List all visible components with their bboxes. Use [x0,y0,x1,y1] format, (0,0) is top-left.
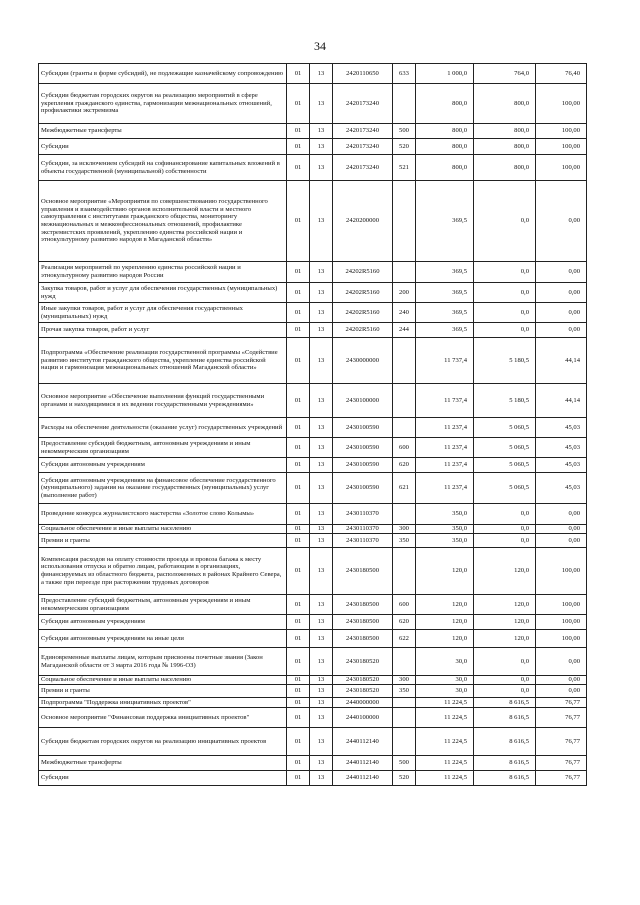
row-plan: 11 224,5 [416,708,474,728]
row-rz: 01 [287,155,310,181]
row-csr: 2440112140 [333,728,393,756]
row-pct: 0,00 [536,303,587,323]
row-pct: 100,00 [536,84,587,124]
row-fact: 5 180,5 [474,338,536,384]
budget-table [38,63,587,786]
row-rz: 01 [287,64,310,84]
row-pr: 13 [310,728,333,756]
row-plan: 11 237,4 [416,458,474,473]
table-row [39,384,587,418]
row-name: Иные закупки товаров, работ и услуг для обеспечения государственных (муниципальных) нужд [39,303,287,323]
table-row [39,504,587,525]
row-rz: 01 [287,283,310,303]
table-row [39,548,587,595]
row-fact: 0,0 [474,283,536,303]
row-rz: 01 [287,548,310,595]
row-pr: 13 [310,548,333,595]
row-rz: 01 [287,685,310,698]
row-vr: 244 [393,323,416,338]
row-name: Единовременные выплаты лицам, которым присвоены почетные звания (Закон Магаданской области от 3 марта 2016 года № 1996-ОЗ) [39,648,287,676]
row-pr: 13 [310,630,333,648]
row-pr: 13 [310,262,333,283]
row-pct: 0,00 [536,283,587,303]
table-row [39,756,587,771]
row-plan: 11 237,4 [416,473,474,504]
row-csr: 2430000000 [333,338,393,384]
row-rz: 01 [287,615,310,630]
row-plan: 120,0 [416,595,474,615]
row-pct: 76,77 [536,756,587,771]
table-row [39,84,587,124]
row-vr [393,338,416,384]
table-row [39,708,587,728]
row-vr [393,384,416,418]
row-plan: 11 237,4 [416,418,474,438]
row-vr [393,262,416,283]
row-name: Субсидии [39,139,287,155]
row-vr: 520 [393,139,416,155]
row-name: Реализация мероприятий по укреплению единства российской нации и этнокультурному развитию народов России [39,262,287,283]
row-pct: 45,03 [536,473,587,504]
row-fact: 0,0 [474,303,536,323]
row-name: Компенсация расходов на оплату стоимости проезда и провоза багажа к месту использования отпуска и обратно лицам, работающим в организациях, финансируемых из областного бюджета, расположенных в районах Крайнего Севера, а также при переезде при расторжении трудовых договоров [39,548,287,595]
row-fact: 0,0 [474,323,536,338]
row-rz: 01 [287,676,310,685]
row-csr: 2430180500 [333,615,393,630]
table-row [39,418,587,438]
row-pr: 13 [310,323,333,338]
row-pct: 0,00 [536,648,587,676]
row-csr: 2430180520 [333,676,393,685]
row-pct: 45,03 [536,458,587,473]
row-plan: 11 224,5 [416,756,474,771]
row-plan: 11 737,4 [416,338,474,384]
row-fact: 5 180,5 [474,384,536,418]
row-csr: 24202R5160 [333,262,393,283]
row-pct: 44,14 [536,384,587,418]
row-fact: 800,0 [474,155,536,181]
row-rz: 01 [287,630,310,648]
row-csr: 2430180520 [333,685,393,698]
row-vr [393,648,416,676]
row-rz: 01 [287,418,310,438]
budget-table-body [39,64,587,786]
row-name: Субсидии автономным учреждениям на финансовое обеспечение государственного (муниципального) задания на оказание государственных (муниципальных) услуг (выполнение работ) [39,473,287,504]
row-vr: 600 [393,438,416,458]
row-plan: 1 000,0 [416,64,474,84]
row-vr: 520 [393,771,416,786]
row-name: Субсидии, за исключением субсидий на софинансирование капитальных вложений в объекты государственной (муниципальной) собственности [39,155,287,181]
row-csr: 24202R5160 [333,303,393,323]
row-pct: 76,77 [536,698,587,708]
row-fact: 800,0 [474,124,536,139]
row-fact: 5 060,5 [474,458,536,473]
row-plan: 11 237,4 [416,438,474,458]
row-name: Социальное обеспечение и иные выплаты населению [39,676,287,685]
row-name: Основное мероприятие "Финансовая поддержка инициативных проектов" [39,708,287,728]
row-pr: 13 [310,534,333,548]
row-rz: 01 [287,648,310,676]
row-pct: 100,00 [536,155,587,181]
row-csr: 2430100590 [333,473,393,504]
row-pr: 13 [310,155,333,181]
row-name: Субсидии (гранты в форме субсидий), не подлежащие казначейскому сопровождению [39,64,287,84]
row-plan: 800,0 [416,155,474,181]
table-row [39,595,587,615]
row-csr: 2440112140 [333,771,393,786]
row-plan: 11 224,5 [416,771,474,786]
row-rz: 01 [287,384,310,418]
row-fact: 0,0 [474,685,536,698]
row-pr: 13 [310,685,333,698]
row-plan: 369,5 [416,181,474,262]
row-fact: 8 616,5 [474,698,536,708]
row-rz: 01 [287,458,310,473]
table-row [39,64,587,84]
row-pct: 0,00 [536,525,587,534]
row-name: Субсидии автономным учреждениям на иные цели [39,630,287,648]
row-pct: 100,00 [536,630,587,648]
table-row [39,139,587,155]
table-row [39,458,587,473]
row-pr: 13 [310,473,333,504]
table-row [39,338,587,384]
row-rz: 01 [287,595,310,615]
table-row [39,124,587,139]
row-fact: 120,0 [474,548,536,595]
row-vr: 622 [393,630,416,648]
row-pr: 13 [310,124,333,139]
row-csr: 2440000000 [333,698,393,708]
table-row [39,771,587,786]
row-fact: 8 616,5 [474,771,536,786]
row-pr: 13 [310,84,333,124]
row-name: Предоставление субсидий бюджетным, автономным учреждениям и иным некоммерческим организациям [39,438,287,458]
row-rz: 01 [287,504,310,525]
row-pr: 13 [310,595,333,615]
row-fact: 800,0 [474,84,536,124]
row-fact: 8 616,5 [474,728,536,756]
row-pr: 13 [310,283,333,303]
row-plan: 30,0 [416,648,474,676]
row-rz: 01 [287,262,310,283]
row-vr: 300 [393,676,416,685]
row-fact: 120,0 [474,630,536,648]
row-fact: 0,0 [474,534,536,548]
row-csr: 2430100590 [333,438,393,458]
row-pct: 0,00 [536,323,587,338]
row-name: Межбюджетные трансферты [39,756,287,771]
table-row [39,155,587,181]
table-row [39,181,587,262]
row-fact: 120,0 [474,615,536,630]
row-csr: 2440112140 [333,756,393,771]
row-pct: 45,03 [536,438,587,458]
row-rz: 01 [287,323,310,338]
row-name: Премии и гранты [39,685,287,698]
row-name: Субсидии автономным учреждениям [39,458,287,473]
row-vr [393,548,416,595]
row-fact: 0,0 [474,181,536,262]
row-pr: 13 [310,676,333,685]
row-rz: 01 [287,181,310,262]
row-name: Подпрограмма "Поддержка инициативных проектов" [39,698,287,708]
row-name: Премии и гранты [39,534,287,548]
row-pct: 0,00 [536,534,587,548]
row-pr: 13 [310,525,333,534]
row-name: Основное мероприятие «Обеспечение выполнения функций государственными органами и находящимися в их ведении государственными учреждениями» [39,384,287,418]
row-name: Подпрограмма «Обеспечение реализации государственной программы «Содействие развитию институтов гражданского общества, укрепление единства российской нации и гармонизация межнациональных отношений Магаданской области» [39,338,287,384]
row-csr: 2420173240 [333,139,393,155]
row-pr: 13 [310,708,333,728]
row-name: Основное мероприятие «Мероприятия по совершенствованию государственного управления и взаимодействию органов исполнительной власти и местного самоуправления с институтами гражданского общества, мониторингу межнациональных и межконфессиональных отношений, профилактике экстремистских проявлений, укреплению единства российской нации и этнокультурному развитию народов в Магаданской области» [39,181,287,262]
row-plan: 800,0 [416,124,474,139]
row-plan: 800,0 [416,139,474,155]
table-row [39,525,587,534]
row-csr: 24202R5160 [333,283,393,303]
row-vr [393,181,416,262]
row-pct: 45,03 [536,418,587,438]
row-rz: 01 [287,303,310,323]
row-fact: 800,0 [474,139,536,155]
row-name: Предоставление субсидий бюджетным, автономным учреждениям и иным некоммерческим организациям [39,595,287,615]
row-rz: 01 [287,338,310,384]
row-plan: 120,0 [416,548,474,595]
row-plan: 30,0 [416,676,474,685]
row-pct: 0,00 [536,685,587,698]
page-number: 34 [314,39,326,53]
table-row [39,728,587,756]
row-pct: 0,00 [536,504,587,525]
table-row [39,648,587,676]
row-rz: 01 [287,84,310,124]
row-pct: 0,00 [536,676,587,685]
row-vr: 350 [393,534,416,548]
row-rz: 01 [287,139,310,155]
row-vr: 620 [393,458,416,473]
row-plan: 120,0 [416,630,474,648]
row-name: Прочая закупка товаров, работ и услуг [39,323,287,338]
row-rz: 01 [287,124,310,139]
row-csr: 24202R5160 [333,323,393,338]
row-csr: 2420173240 [333,84,393,124]
row-fact: 0,0 [474,504,536,525]
table-row [39,473,587,504]
row-vr [393,504,416,525]
row-rz: 01 [287,698,310,708]
row-vr: 300 [393,525,416,534]
row-rz: 01 [287,756,310,771]
table-row [39,630,587,648]
row-csr: 2430100590 [333,458,393,473]
table-row [39,534,587,548]
row-pr: 13 [310,181,333,262]
table-row [39,283,587,303]
row-plan: 350,0 [416,534,474,548]
row-fact: 5 060,5 [474,418,536,438]
row-vr [393,698,416,708]
row-pr: 13 [310,139,333,155]
row-rz: 01 [287,525,310,534]
table-row [39,676,587,685]
row-fact: 764,0 [474,64,536,84]
row-plan: 120,0 [416,615,474,630]
row-vr: 200 [393,283,416,303]
row-csr: 2430110370 [333,504,393,525]
row-plan: 30,0 [416,685,474,698]
row-plan: 350,0 [416,525,474,534]
row-pct: 44,14 [536,338,587,384]
row-plan: 11 224,5 [416,728,474,756]
row-csr: 2430180500 [333,548,393,595]
row-pr: 13 [310,438,333,458]
row-pct: 100,00 [536,595,587,615]
row-fact: 0,0 [474,648,536,676]
row-name: Субсидии бюджетам городских округов на реализацию инициативных проектов [39,728,287,756]
row-pct: 100,00 [536,124,587,139]
row-pct: 100,00 [536,548,587,595]
table-row [39,698,587,708]
row-plan: 11 224,5 [416,698,474,708]
row-vr: 350 [393,685,416,698]
row-pct: 76,77 [536,771,587,786]
row-vr: 600 [393,595,416,615]
row-rz: 01 [287,771,310,786]
row-csr: 2420173240 [333,124,393,139]
row-name: Проведение конкурса журналистского мастерства «Золотое слово Колымы» [39,504,287,525]
row-plan: 369,5 [416,303,474,323]
row-vr [393,708,416,728]
table-row [39,615,587,630]
row-fact: 8 616,5 [474,708,536,728]
row-plan: 800,0 [416,84,474,124]
row-pr: 13 [310,458,333,473]
row-name: Закупка товаров, работ и услуг для обеспечения государственных (муниципальных) нужд [39,283,287,303]
row-csr: 2430110370 [333,525,393,534]
row-pct: 0,00 [536,262,587,283]
row-vr [393,84,416,124]
row-name: Субсидии бюджетам городских округов на реализацию мероприятий в сфере укрепления гражданского единства, гармонизации межнациональных отношений, профилактики экстремизма [39,84,287,124]
row-rz: 01 [287,534,310,548]
row-csr: 2430100590 [333,418,393,438]
row-fact: 120,0 [474,595,536,615]
row-rz: 01 [287,438,310,458]
row-pct: 0,00 [536,181,587,262]
row-vr [393,418,416,438]
row-rz: 01 [287,708,310,728]
row-pct: 76,77 [536,708,587,728]
row-vr [393,728,416,756]
row-vr: 620 [393,615,416,630]
row-csr: 2440100000 [333,708,393,728]
row-pct: 76,77 [536,728,587,756]
row-fact: 5 060,5 [474,438,536,458]
row-plan: 369,5 [416,323,474,338]
row-name: Субсидии автономным учреждениям [39,615,287,630]
row-pct: 100,00 [536,139,587,155]
row-plan: 369,5 [416,262,474,283]
row-plan: 11 737,4 [416,384,474,418]
row-pr: 13 [310,384,333,418]
row-pct: 100,00 [536,615,587,630]
row-vr: 621 [393,473,416,504]
row-pr: 13 [310,64,333,84]
row-pr: 13 [310,338,333,384]
table-row [39,685,587,698]
row-fact: 8 616,5 [474,756,536,771]
row-pr: 13 [310,615,333,630]
row-csr: 2430180520 [333,648,393,676]
row-csr: 2430180500 [333,595,393,615]
row-pr: 13 [310,698,333,708]
row-vr: 521 [393,155,416,181]
row-name: Межбюджетные трансферты [39,124,287,139]
row-pr: 13 [310,303,333,323]
row-pr: 13 [310,418,333,438]
row-rz: 01 [287,728,310,756]
row-vr: 240 [393,303,416,323]
row-name: Субсидии [39,771,287,786]
table-row [39,303,587,323]
row-csr: 2420110650 [333,64,393,84]
row-name: Расходы на обеспечение деятельности (оказание услуг) государственных учреждений [39,418,287,438]
row-fact: 5 060,5 [474,473,536,504]
row-csr: 2430100000 [333,384,393,418]
row-vr: 500 [393,756,416,771]
table-row [39,323,587,338]
row-pct: 76,40 [536,64,587,84]
row-csr: 2420173240 [333,155,393,181]
row-fact: 0,0 [474,525,536,534]
row-fact: 0,0 [474,262,536,283]
row-vr: 633 [393,64,416,84]
row-csr: 2420200000 [333,181,393,262]
row-csr: 2430110370 [333,534,393,548]
table-row [39,262,587,283]
row-vr: 500 [393,124,416,139]
row-pr: 13 [310,771,333,786]
row-pr: 13 [310,504,333,525]
row-pr: 13 [310,648,333,676]
table-row [39,438,587,458]
row-pr: 13 [310,756,333,771]
row-name: Социальное обеспечение и иные выплаты населению [39,525,287,534]
row-fact: 0,0 [474,676,536,685]
row-plan: 350,0 [416,504,474,525]
row-plan: 369,5 [416,283,474,303]
row-rz: 01 [287,473,310,504]
row-csr: 2430180500 [333,630,393,648]
